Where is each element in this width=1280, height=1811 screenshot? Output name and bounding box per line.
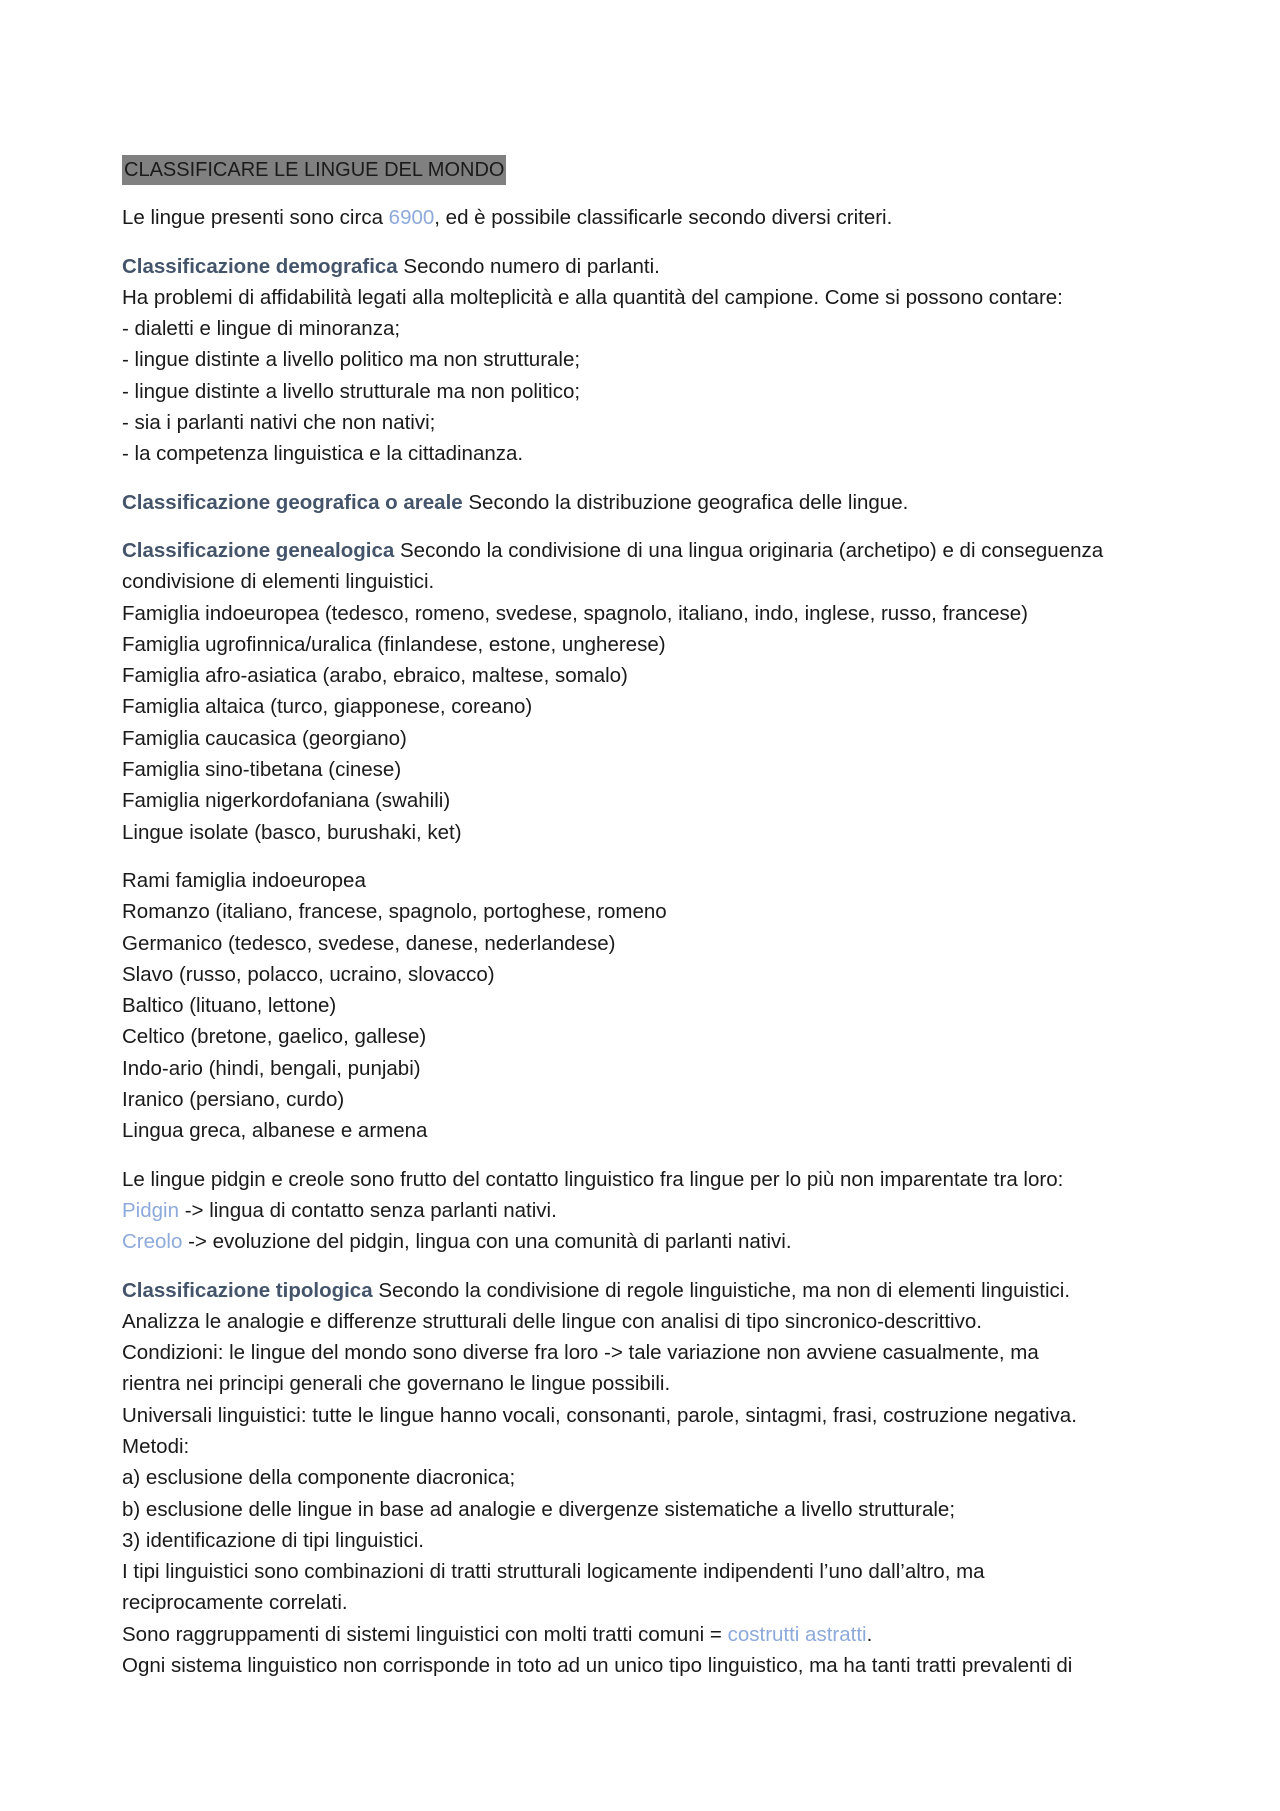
genealogica-section [122,535,1162,848]
demografica-heading-line [122,251,1162,282]
tipologica-text: Secondo la condivisione di regole linguistiche, ma non di elementi linguistici. [372,1278,1071,1302]
page-title: CLASSIFICARE LE LINGUE DEL MONDO [122,155,506,185]
ramo-item: Lingua greca, albanese e armena [122,1119,428,1143]
intro-paragraph [122,202,1162,233]
tipologica-section [122,1275,1162,1682]
creolo-term: Creolo [122,1230,183,1254]
tipologica-line: Metodi: [122,1434,190,1458]
document-page [122,154,1162,1681]
family-item: Famiglia indoeuropea (tedesco, romeno, svedese, spagnolo, italiano, indo, inglese, russo, francese) [122,601,1028,625]
demografica-section [122,251,1162,470]
creolo-def: -> evoluzione del pidgin, lingua con una comunità di parlanti nativi. [182,1230,792,1254]
creolo-line [122,1226,1162,1257]
intro-before: Le lingue presenti sono circa [122,206,389,230]
costrutti-line [122,1619,1162,1650]
family-item: Famiglia altaica (turco, giapponese, coreano) [122,695,533,719]
genealogica-text-2: condivisione di elementi linguistici. [122,570,435,594]
ramo-item: Indo-ario (hindi, bengali, punjabi) [122,1056,421,1080]
demografica-heading: Classificazione demografica [122,254,398,278]
rami-section [122,865,1162,1147]
costrutti-after: . [866,1622,873,1646]
tipologica-line: I tipi linguistici sono combinazioni di tratti strutturali logicamente indipendenti l’uno dall’altro, ma [122,1560,985,1584]
tipologica-heading-line [122,1275,1162,1306]
genealogica-text-1: Secondo la condivisione di una lingua originaria (archetipo) e di conseguenza [394,538,1104,562]
ramo-item: Celtico (bretone, gaelico, gallese) [122,1025,427,1049]
tipologica-heading: Classificazione tipologica [122,1278,373,1302]
pidgin-def: -> lingua di contatto senza parlanti nativi. [179,1198,557,1222]
geografica-section [122,487,1162,518]
pidgin-line [122,1195,1162,1226]
genealogica-heading: Classificazione genealogica [122,538,395,562]
tipologica-line: Analizza le analogie e differenze strutturali delle lingue con analisi di tipo sincronico-descrittivo. [122,1309,982,1333]
demografica-text: Secondo numero di parlanti. [397,254,660,278]
demografica-item: - dialetti e lingue di minoranza; [122,317,401,341]
demografica-item: - la competenza linguistica e la cittadinanza. [122,442,524,466]
demografica-item: - lingue distinte a livello politico ma non strutturale; [122,348,581,372]
costrutti-before: Sono raggruppamenti di sistemi linguistici con molti tratti comuni = [122,1622,728,1646]
pidgin-section [122,1164,1162,1258]
genealogica-heading-line [122,535,1162,566]
demografica-item: - sia i parlanti nativi che non nativi; [122,411,436,435]
title-paragraph [122,154,1162,185]
pidgin-term: Pidgin [122,1198,179,1222]
tipologica-line: b) esclusione delle lingue in base ad analogie e divergenze sistematiche a livello strutturale; [122,1497,956,1521]
family-item: Famiglia sino-tibetana (cinese) [122,758,402,782]
ramo-item: Romanzo (italiano, francese, spagnolo, portoghese, romeno [122,900,667,924]
family-item: Famiglia afro-asiatica (arabo, ebraico, maltese, somalo) [122,664,628,688]
tipologica-line: rientra nei principi generali che governano le lingue possibili. [122,1372,671,1396]
languages-count: 6900 [388,206,435,230]
tipologica-line: Condizioni: le lingue del mondo sono diverse fra loro -> tale variazione non avviene casualmente, ma [122,1341,1039,1365]
ramo-item: Germanico (tedesco, svedese, danese, nederlandese) [122,931,616,955]
tipologica-line: a) esclusione della componente diacronica; [122,1466,516,1490]
tipologica-line: 3) identificazione di tipi linguistici. [122,1528,424,1552]
geografica-text: Secondo la distribuzione geografica delle lingue. [462,490,909,514]
family-item: Famiglia ugrofinnica/uralica (finlandese, estone, ungherese) [122,632,666,656]
family-item: Lingue isolate (basco, burushaki, ket) [122,820,462,844]
intro-after: , ed è possibile classificarle secondo diversi criteri. [434,206,893,230]
ramo-item: Slavo (russo, polacco, ucraino, slovacco) [122,962,495,986]
demografica-item: - lingue distinte a livello strutturale ma non politico; [122,379,581,403]
ramo-item: Iranico (persiano, curdo) [122,1088,345,1112]
family-item: Famiglia nigerkordofaniana (swahili) [122,789,451,813]
tipologica-line: Universali linguistici: tutte le lingue hanno vocali, consonanti, parole, sintagmi, frasi, costruzione negativa. [122,1403,1077,1427]
tipologica-last-line: Ogni sistema linguistico non corrisponde in toto ad un unico tipo linguistico, ma ha tanti tratti prevalenti di [122,1654,1073,1678]
ramo-item: Baltico (lituano, lettone) [122,994,337,1018]
costrutti-term: costrutti astratti [727,1622,867,1646]
rami-heading: Rami famiglia indoeuropea [122,868,366,892]
family-item: Famiglia caucasica (georgiano) [122,726,407,750]
geografica-heading: Classificazione geografica o areale [122,490,463,514]
demografica-problems: Ha problemi di affidabilità legati alla molteplicità e alla quantità del campione. Come si possono contare: [122,285,1063,309]
pidgin-intro: Le lingue pidgin e creole sono frutto del contatto linguistico fra lingue per lo più non imparentate tra loro: [122,1167,1064,1191]
tipologica-line: reciprocamente correlati. [122,1591,348,1615]
